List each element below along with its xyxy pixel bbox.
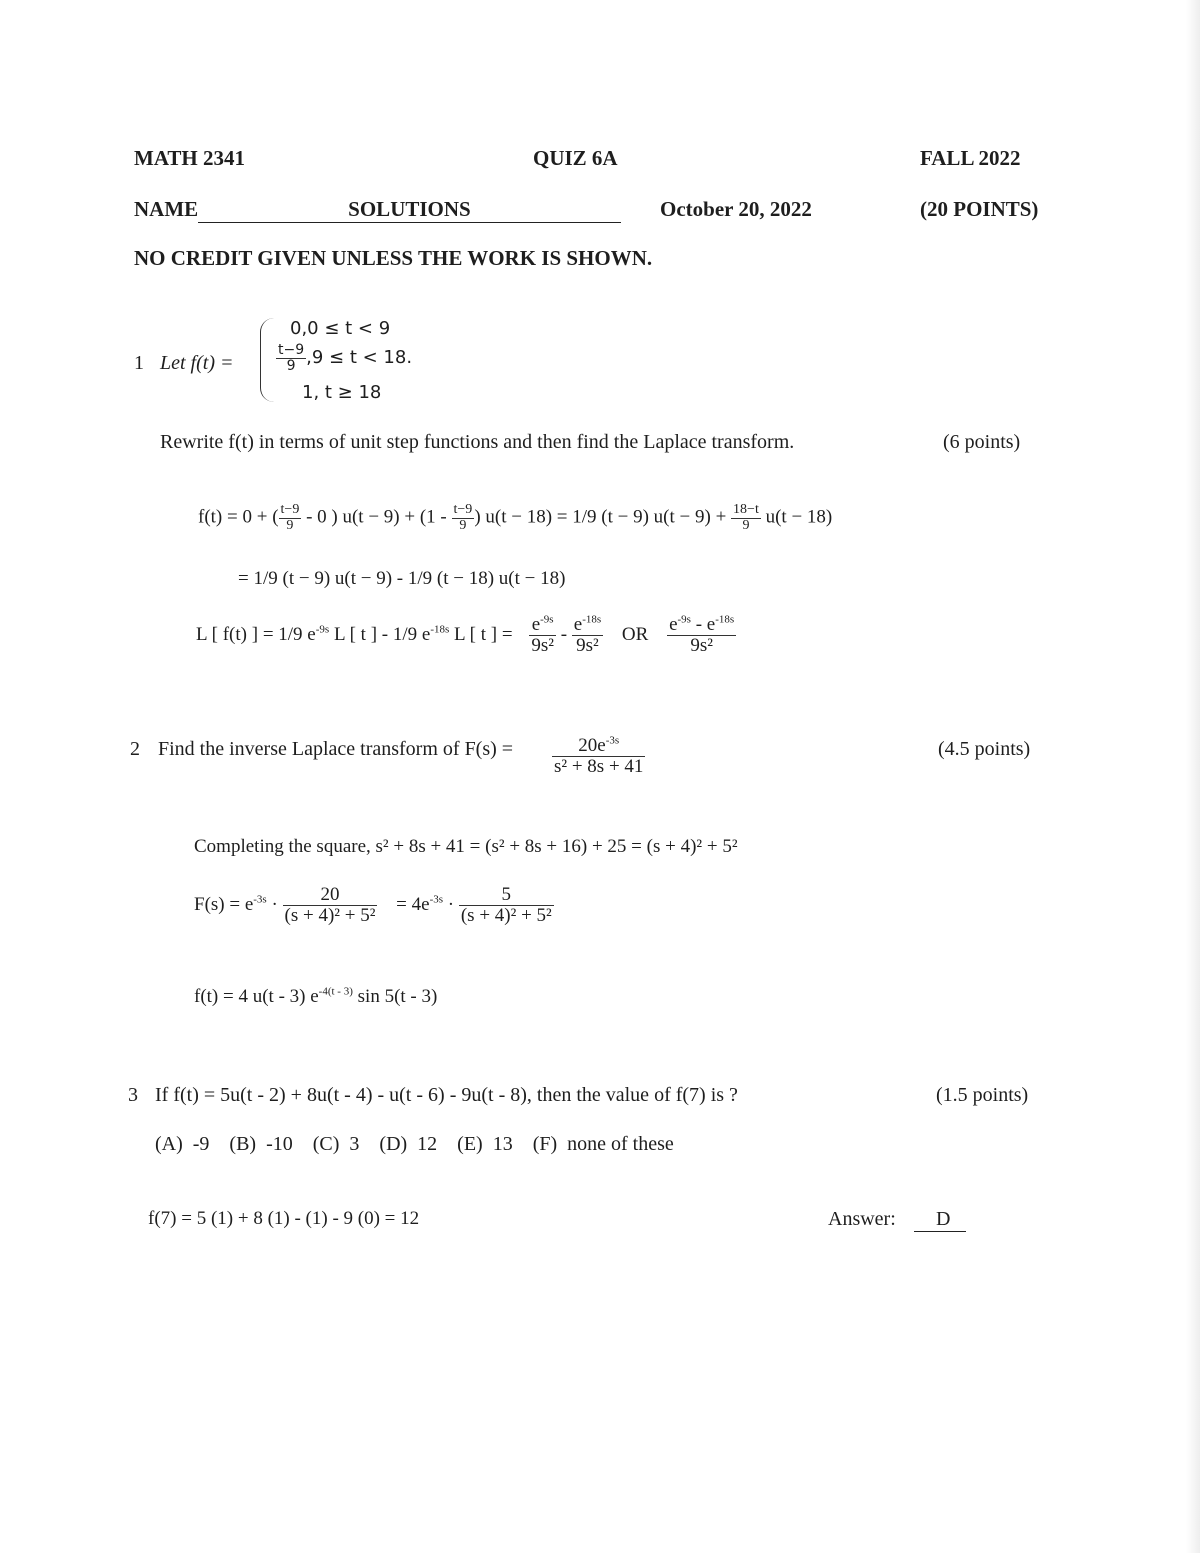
Fs-frac2-num: 5	[459, 885, 554, 906]
q3-prompt: If f(t) = 5u(t - 2) + 8u(t - 4) - u(t - 6) - 9u(t - 8), then the value of f(7) is ?	[155, 1084, 738, 1106]
frac3-numerator: 18−t	[733, 502, 759, 517]
result1-e: e	[531, 614, 541, 635]
q2-result	[194, 986, 437, 1008]
q1-number: 1	[134, 352, 144, 374]
scan-shadow	[1186, 0, 1200, 1553]
result2-den: 9s²	[576, 634, 599, 656]
laplace-part-a: L [ f(t) ] = 1/9 e	[196, 623, 316, 645]
laplace-result-frac1	[529, 615, 556, 656]
frac1-numerator: t−9	[280, 502, 300, 517]
answer-label: Answer:	[828, 1208, 896, 1230]
q1-prompt: Rewrite f(t) in terms of unit step functions and then find the Laplace transform.	[160, 431, 795, 453]
q2-prompt: Find the inverse Laplace transform of F(s) =	[158, 738, 514, 760]
laplace-part-c: L [ t ] =	[449, 623, 513, 645]
q1-line1-a: f(t) = 0 + (	[198, 506, 279, 528]
q1-step-line	[198, 503, 832, 533]
result3-exp2: -18s	[715, 613, 735, 626]
F-numerator: 20e	[578, 735, 606, 756]
laplace-or: OR	[621, 623, 649, 645]
piecewise-case-3: 1, t ≥ 18	[302, 382, 382, 403]
Fs-frac2	[459, 885, 554, 926]
q2-completing-square: Completing the square, s² + 8s + 41 = (s² + 8s + 16) + 25 = (s + 4)² + 5²	[194, 836, 738, 857]
q1-line1-frac2	[452, 503, 475, 533]
q2-F-fraction	[552, 736, 645, 777]
total-points: (20 POINTS)	[920, 197, 1039, 221]
Fs-dot2: ·	[443, 893, 459, 915]
frac3-denominator: 9	[742, 517, 750, 533]
laplace-part-b: L [ t ] - 1/9 e	[329, 623, 431, 645]
quiz-title: QUIZ 6A	[533, 146, 618, 170]
course-title: MATH 2341	[134, 146, 246, 170]
q2-number: 2	[130, 738, 140, 760]
q1-line1-frac1	[279, 503, 302, 533]
Fs-exp1: -3s	[253, 893, 267, 906]
q3-choices: (A) -9 (B) -10 (C) 3 (D) 12 (E) 13 (F) none of these	[155, 1133, 674, 1155]
case2-den: 9	[286, 357, 296, 374]
frac2-denominator: 9	[459, 517, 467, 533]
piecewise-case-2	[276, 343, 412, 373]
laplace-minus: -	[560, 623, 568, 645]
answer-value: D	[914, 1208, 966, 1232]
q1-points: (6 points)	[943, 431, 1021, 453]
name-value: SOLUTIONS	[348, 197, 471, 221]
result2-e: e	[573, 614, 583, 635]
F-denominator: s² + 8s + 41	[554, 755, 644, 777]
result1-den: 9s²	[531, 634, 554, 656]
piecewise-brace	[260, 318, 275, 402]
q3-work: f(7) = 5 (1) + 8 (1) - (1) - 9 (0) = 12	[148, 1208, 420, 1229]
q1-line1-c: ) u(t − 18) = 1/9 (t − 9) u(t − 9) +	[474, 506, 732, 528]
Fs-equals: = 4e	[396, 893, 430, 915]
laplace-result-frac3	[667, 615, 736, 656]
quiz-date: October 20, 2022	[660, 197, 812, 221]
name-blank-right	[471, 197, 621, 223]
result3-mid: - e	[690, 614, 716, 635]
F-exponent: -3s	[605, 734, 620, 747]
name-line	[134, 197, 621, 223]
result3-e1: e	[669, 614, 678, 635]
laplace-result-frac2	[572, 615, 603, 656]
Fs-frac1	[283, 885, 378, 926]
credit-notice: NO CREDIT GIVEN UNLESS THE WORK IS SHOWN.	[134, 246, 653, 270]
Fs-exp2: -3s	[429, 893, 444, 906]
answer-blank	[914, 1208, 966, 1232]
frac1-denominator: 9	[286, 517, 294, 533]
Fs-dot1: ·	[266, 893, 283, 915]
result1-exp: -9s	[540, 613, 554, 626]
q2-function	[552, 736, 645, 777]
ft-part-a: f(t) = 4 u(t - 3) e	[194, 986, 319, 1007]
result2-exp: -18s	[582, 613, 602, 626]
name-blank-left	[198, 197, 348, 223]
q1-laplace-line	[196, 615, 736, 656]
result3-exp1: -9s	[677, 613, 691, 626]
piecewise-case-1: 0,0 ≤ t < 9	[290, 318, 391, 339]
q1-simplified-line: = 1/9 (t − 9) u(t − 9) - 1/9 (t − 18) u(t − 18)	[238, 568, 566, 589]
q3-points: (1.5 points)	[936, 1084, 1029, 1106]
case2-num: t−9	[278, 342, 305, 358]
Fs-frac2-den: (s + 4)² + 5²	[460, 904, 552, 926]
name-label: NAME	[134, 197, 199, 221]
q1-line1-d: u(t − 18)	[760, 506, 833, 528]
Fs-part-a: F(s) = e	[194, 893, 254, 915]
q2-Fs-line	[194, 885, 554, 926]
Fs-frac1-den: (s + 4)² + 5²	[284, 904, 376, 926]
ft-part-b: sin 5(t - 3)	[352, 986, 438, 1007]
case2-rest: ,9 ≤ t < 18.	[306, 347, 413, 369]
q2-points: (4.5 points)	[938, 738, 1031, 760]
frac2-numerator: t−9	[453, 502, 473, 517]
ft-exponent: -4(t - 3)	[318, 985, 353, 998]
laplace-exp-2: -18s	[430, 623, 450, 636]
term-label: FALL 2022	[920, 146, 1021, 170]
q3-number: 3	[128, 1084, 138, 1106]
case2-fraction	[276, 343, 306, 373]
Fs-frac1-num: 20	[283, 885, 378, 906]
q1-let: Let f(t) =	[160, 352, 234, 374]
q1-line1-frac3	[731, 503, 761, 533]
q1-line1-b: - 0 ) u(t − 9) + (1 -	[301, 506, 452, 528]
laplace-exp-1: -9s	[315, 623, 330, 636]
result3-den: 9s²	[690, 634, 713, 656]
